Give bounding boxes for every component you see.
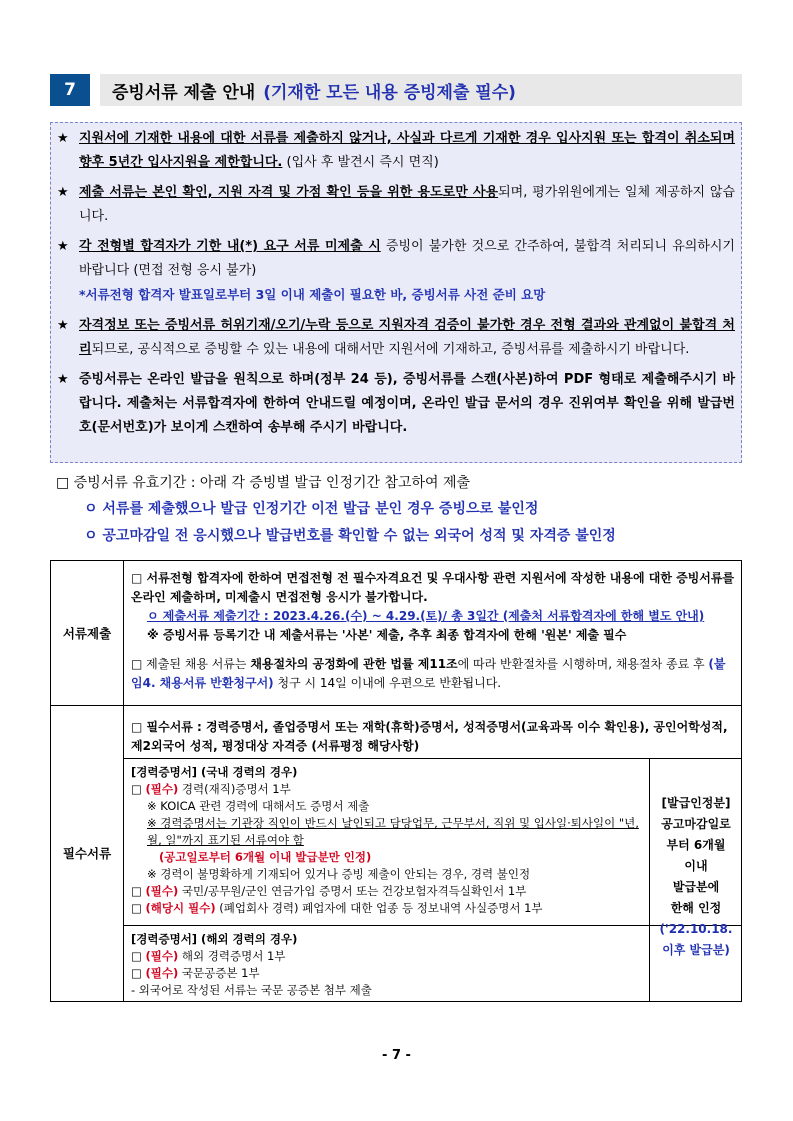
checkbox-glyph: □ [131,782,146,796]
side-note-line: [발급인정분] [661,796,731,810]
overseas-career [131,931,643,999]
validity-bullet: ㅇ 공고마감일 전 응시했으나 발급번호를 확인할 수 없는 외국어 성적 및 자격증 불인정 [84,528,616,544]
section-subtitle: (기재한 모든 내용 증빙제출 필수) [263,82,516,103]
star-icon: ★ [57,239,69,254]
notice-bold: 지원서에 기재한 내용에 대한 서류를 제출하지 않거나, 사실과 다르게 기재한 경우 입사지원 또는 합격이 취소되며 향후 5년간 입사지원을 제한합니다. [79,131,735,170]
checkbox-glyph: □ [131,884,146,898]
row-label-submission: 서류제출 [62,626,112,641]
side-note-line: 공고마감일로 [661,817,731,831]
domestic-text: (폐업회사 경력) 폐업자에 대한 업종 등 정보내역 사실증명서 1부 [215,901,543,915]
side-note-date: 이후 발급분) [662,943,730,957]
overseas-line: - 외국어로 작성된 서류는 국문 공증본 첨부 제출 [131,983,372,997]
submission-return [131,655,735,693]
section-number: 7 [50,74,90,106]
side-note-line: 발급분에 [672,880,720,894]
notice-text: 되므로, 공식적으로 증빙할 수 있는 내용에 대해서만 지원서에 기재하고, 증빙서류를 제출하시기 바랍니다. [91,342,690,357]
domestic-line: ※ KOICA 관련 경력에 대해서도 증명서 제출 [147,799,370,813]
notice-box [50,122,742,463]
return-text: □ 제출된 채용 서류는 [131,657,251,671]
table-divider [649,758,650,1001]
star-icon: ★ [57,318,69,333]
notice-text: 증빙서류는 온라인 발급을 원칙으로 하며(정부 24 등), 증빙서류를 스캔(사본)하여 PDF 형태로 제출해주시기 바랍니다. 제출처는 서류합격자에 한하여 안내드릴 예정이며, 온라인 발급 문서의 경우 진위여부 확인을 위해 발급번호(문서번호)가 보이게 스캔하여 송부해 주시기 바랍니다. [79,372,735,435]
notice-bold: 각 전형별 합격자가 기한 내(*) 요구 서류 미제출 시 [79,239,381,254]
submission-note: ※ 증빙서류 등록기간 내 제출서류는 '사본' 제출, 추후 최종 합격자에 한해 '원본' 제출 필수 [147,628,627,642]
side-note-date: ('22.10.18. [659,922,733,936]
checkbox-glyph: □ [131,966,146,980]
notice-text: (입사 후 발견시 즉시 면직) [282,155,439,170]
page-number: - 7 - [382,1048,411,1063]
overseas-text: 국문공증본 1부 [178,966,260,980]
required-intro: □ 필수서류 : 경력증명서, 졸업증명서 또는 재학(휴학)증명서, 성적증명서(교육과목 이수 확인용), 공인어학성적, 제2외국어 성적, 평정대상 자격증 (서류평정 해당사항) [131,720,728,753]
section-title-bar [100,74,742,106]
overseas-text: 해외 경력증명서 1부 [178,949,286,963]
required-tag: (필수) [145,949,179,963]
notice-item [57,235,735,308]
return-form: (붙임4. 채용서류 반환청구서) [131,657,726,690]
side-note-line: 부터 6개월 [666,838,726,852]
section-title: 증빙서류 제출 안내 [112,82,256,103]
notice-item [57,127,735,175]
notice-bold: 자격정보 또는 증빙서류 허위기재/오기/누락 등으로 지원자격 검증이 불가한 경우 전형 결과와 관계없이 불합격 처리 [79,318,735,357]
table-divider [51,705,741,706]
domestic-line: ※ 경력이 불명확하게 기재되어 있거나 증빙 제출이 안되는 경우, 경력 불인정 [147,867,531,881]
side-note-line: 한해 인정 [670,901,722,915]
submission-intro: □ 서류전형 합격자에 한하여 면접전형 전 필수자격요건 및 우대사항 관련 지원서에 작성한 내용에 대한 증빙서류를 온라인 제출하며, 미제출시 면접전형 응시가 불가합니다. [131,571,735,604]
row-label-required: 필수서류 [62,846,112,861]
domestic-career [131,764,643,917]
submission-content [131,569,735,693]
notice-text: 증빙이 불가한 것으로 간주하여, 불합격 처리되니 유의하시기 바랍니다 (면접 전형 응시 불가) [79,239,735,278]
notice-item [57,314,735,362]
validity-bullet: ㅇ 서류를 제출했으나 발급 인정기간 이전 발급 분인 경우 증빙으로 불인정 [84,501,539,517]
star-icon: ★ [57,372,69,387]
checkbox-glyph: □ [131,901,146,915]
domestic-text: 경력(재직)증명서 1부 [178,782,291,796]
star-icon: ★ [57,185,69,200]
domestic-line [131,781,643,798]
required-tag: (필수) [145,884,179,898]
required-tag: (필수) [145,782,179,796]
return-law: 채용절차의 공정화에 관한 법률 제11조 [250,657,458,671]
required-tag: (필수) [145,966,179,980]
domestic-title: [경력증명서] (국내 경력의 경우) [131,765,298,779]
checkbox-glyph: □ [131,949,146,963]
domestic-line [131,900,643,917]
domestic-line: (공고일로부터 6개월 이내 발급분만 인정) [159,850,372,864]
required-tag: (해당시 필수) [145,901,216,915]
domestic-line [131,883,643,900]
domestic-line: ※ 경력증명서는 기관장 직인이 반드시 날인되고 담당업무, 근무부서, 직위 및 입사일·퇴사일이 "년, 월, 일"까지 표기된 서류여야 함 [147,816,639,847]
issuance-period-note [651,793,741,961]
return-text: 청구 시 14일 이내에 우편으로 반환됩니다. [273,676,502,690]
notice-item [57,181,735,229]
return-text: 에 따라 반환절차를 시행하며, 채용절차 종료 후 [457,657,709,671]
notice-bold: 제출 서류는 본인 확인, 지원 자격 및 가점 확인 등을 위한 용도로만 사용 [79,185,499,200]
table-divider [123,561,124,1001]
notice-text: 되며, 평가위원에게는 일체 제공하지 않습니다. [79,185,735,224]
star-icon: ★ [57,131,69,146]
overseas-line [131,965,643,982]
documents-table [50,560,742,1002]
notice-note: *서류전형 합격자 발표일로부터 3일 이내 제출이 필요한 바, 증빙서류 사전 준비 요망 [79,287,546,302]
overseas-line [131,948,643,965]
section-header [50,74,742,106]
validity-line: □ 증빙서류 유효기간 : 아래 각 증빙별 발급 인정기간 참고하여 제출 [56,475,471,491]
submission-period: ㅇ 제출서류 제출기간 : 2023.4.26.(수) ~ 4.29.(토)/ 총 3일간 (제출처 서류합격자에 한해 별도 안내) [147,609,705,623]
validity-section [56,470,746,550]
side-note-line: 이내 [684,859,708,873]
domestic-text: 국민/공무원/군인 연금가입 증명서 또는 건강보험자격득실확인서 1부 [178,884,527,898]
overseas-title: [경력증명서] (해외 경력의 경우) [131,932,298,946]
notice-item [57,368,735,440]
